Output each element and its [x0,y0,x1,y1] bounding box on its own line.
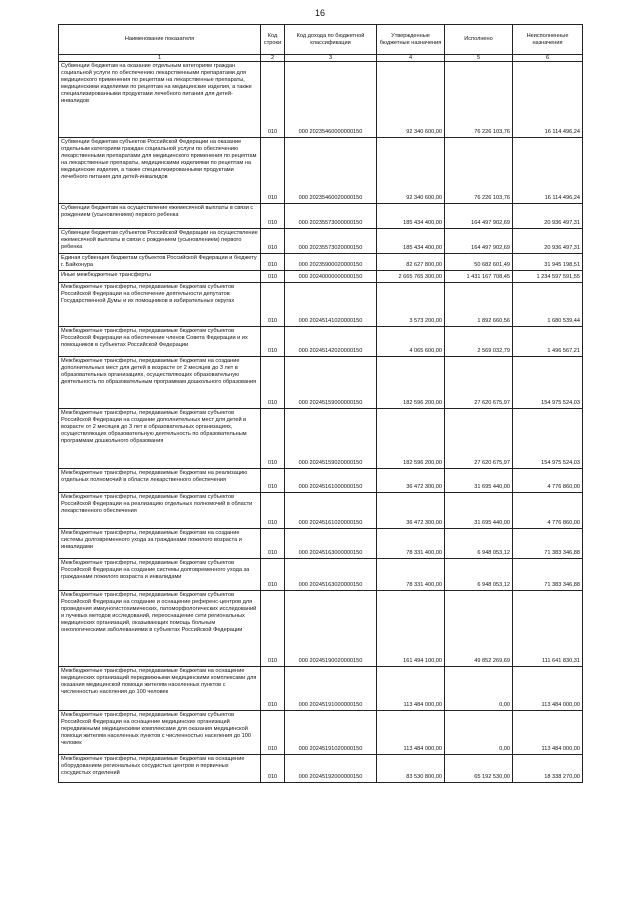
row-income-code: 000 20245190020000150 [285,591,377,667]
row-approved: 92 340 600,00 [377,62,445,138]
row-unexecuted: 111 641 830,31 [513,591,583,667]
row-income-code: 000 20235573020000150 [285,229,377,254]
table-row [59,283,583,327]
row-income-code: 000 20245161000000150 [285,469,377,493]
table-row [59,591,583,667]
table-row [59,529,583,559]
row-approved: 82 627 800,00 [377,254,445,271]
row-unexecuted: 113 484 000,00 [513,711,583,755]
row-executed: 164 497 902,69 [445,229,513,254]
row-name: Межбюджетные трансферты, передаваемые бюджетам субъектов Российской Федерации на создание дополнительных мест для детей в возрасте от 2 месяцев до 3 лет в образовательных организациях, осуществляющих образовательную деятельность по образовательным программам дошкольного образования [59,409,261,469]
row-unexecuted: 20 936 497,31 [513,204,583,229]
column-number: 5 [445,55,513,62]
row-name: Межбюджетные трансферты, передаваемые бюджетам субъектов Российской Федерации на оснащение медицинских организаций передвижными медицинскими комплексами для оказания медицинской помощи жителям населенных пунктов с численностью населения до 100 человек [59,711,261,755]
column-number: 2 [261,55,285,62]
row-unexecuted: 71 383 346,88 [513,529,583,559]
row-approved: 113 484 000,00 [377,667,445,711]
row-income-code: 000 20245192000000150 [285,755,377,783]
row-unexecuted: 4 776 860,00 [513,469,583,493]
row-name: Иные межбюджетные трансферты [59,271,261,283]
row-executed: 31 695 440,00 [445,469,513,493]
row-income-code: 000 20235460000000150 [285,62,377,138]
table-row [59,409,583,469]
row-executed: 0,00 [445,667,513,711]
row-name: Субвенции бюджетам на оказание отдельным категориям граждан социальной услуги по обеспечению лекарственными препаратами для медицинского применения по рецептам на лекарственные препараты, медицинскими изделиями по рецептам на медицинские изделия, а также специализированными продуктами лечебного питания для детей-инвалидов [59,62,261,138]
row-name: Межбюджетные трансферты, передаваемые бюджетам субъектов Российской Федерации на обеспечение деятельности депутатов Государственной Думы и их помощников в избирательных округах [59,283,261,327]
row-approved: 185 434 400,00 [377,204,445,229]
row-name: Субвенции бюджетам субъектов Российской Федерации на осуществление ежемесячной выплаты в связи с рождением (усыновлением) первого ребенка [59,229,261,254]
row-executed: 31 695 440,00 [445,493,513,529]
row-unexecuted: 4 776 860,00 [513,493,583,529]
row-executed: 27 620 675,97 [445,357,513,409]
budget-execution-table [58,24,583,783]
row-executed: 50 682 601,49 [445,254,513,271]
page-number: 16 [314,8,325,18]
row-line-code: 010 [261,357,285,409]
column-number: 4 [377,55,445,62]
row-income-code: 000 20235573000000150 [285,204,377,229]
row-line-code: 010 [261,559,285,591]
table-row [59,559,583,591]
table-row [59,271,583,283]
table-row [59,357,583,409]
row-unexecuted: 1 496 567,21 [513,327,583,357]
table-body [59,62,583,783]
row-approved: 2 665 765 300,00 [377,271,445,283]
row-unexecuted: 16 114 496,24 [513,62,583,138]
row-executed: 49 852 269,69 [445,591,513,667]
row-name: Межбюджетные трансферты, передаваемые бюджетам субъектов Российской Федерации на создание системы долговременного ухода за гражданами пожилого возраста и инвалидами [59,559,261,591]
row-approved: 92 340 600,00 [377,138,445,204]
row-name: Межбюджетные трансферты, передаваемые бюджетам на оснащение оборудованием региональных сосудистых центров и первичных сосудистых отделений [59,755,261,783]
row-line-code: 010 [261,493,285,529]
column-number-row [59,55,583,62]
row-executed: 0,00 [445,711,513,755]
row-approved: 3 573 200,00 [377,283,445,327]
row-unexecuted: 154 975 524,03 [513,409,583,469]
row-name: Субвенции бюджетам субъектов Российской Федерации на оказание отдельным категориям граждан социальной услуги по обеспечению лекарственными препаратами для медицинского применения по рецептам на лекарственные препараты, медицинскими изделиями по рецептам на медицинские изделия, а также специализированными продуктами лечебного питания для детей-инвалидов [59,138,261,204]
row-name: Межбюджетные трансферты, передаваемые бюджетам субъектов Российской Федерации на реализацию отдельных полномочий в области лекарственного обеспечения [59,493,261,529]
row-approved: 182 596 200,00 [377,409,445,469]
row-executed: 76 226 103,76 [445,62,513,138]
row-executed: 1 892 660,56 [445,283,513,327]
row-name: Единая субвенция бюджетам субъектов Российской Федерации и бюджету г. Байконура [59,254,261,271]
row-executed: 1 431 167 708,45 [445,271,513,283]
row-approved: 78 331 400,00 [377,559,445,591]
header-executed: Исполнено [445,25,513,55]
row-executed: 2 569 032,79 [445,327,513,357]
table-header-row [59,25,583,55]
row-income-code: 000 20245159000000150 [285,357,377,409]
table-row [59,711,583,755]
row-line-code: 010 [261,711,285,755]
row-name: Межбюджетные трансферты, передаваемые бюджетам субъектов Российской Федерации на создание и оснащение референс-центров для проведения иммуногистохимических, патоморфологических исследований и лучевых методов исследований, переоснащение сети региональных медицинских организаций, оказывающих помощь больным онкологическими заболеваниями в субъектах Российской Федерации [59,591,261,667]
row-line-code: 010 [261,271,285,283]
row-line-code: 010 [261,529,285,559]
row-income-code: 000 20235460020000150 [285,138,377,204]
row-approved: 36 472 300,00 [377,493,445,529]
row-unexecuted: 1 234 597 591,55 [513,271,583,283]
row-line-code: 010 [261,254,285,271]
row-line-code: 010 [261,667,285,711]
row-income-code: 000 20245191020000150 [285,711,377,755]
table-row [59,254,583,271]
row-line-code: 010 [261,62,285,138]
column-number: 6 [513,55,583,62]
table-row [59,755,583,783]
row-line-code: 010 [261,591,285,667]
row-approved: 113 484 000,00 [377,711,445,755]
row-approved: 182 596 200,00 [377,357,445,409]
row-income-code: 000 20245159020000150 [285,409,377,469]
row-income-code: 000 20245163000000150 [285,529,377,559]
row-approved: 185 434 400,00 [377,229,445,254]
row-line-code: 010 [261,138,285,204]
row-income-code: 000 20240000000000150 [285,271,377,283]
table-row [59,327,583,357]
row-income-code: 000 20235900020000150 [285,254,377,271]
table-row [59,493,583,529]
row-unexecuted: 1 680 539,44 [513,283,583,327]
row-line-code: 010 [261,409,285,469]
row-executed: 164 497 902,69 [445,204,513,229]
row-line-code: 010 [261,283,285,327]
row-approved: 36 472 300,00 [377,469,445,493]
table-row [59,469,583,493]
row-name: Межбюджетные трансферты, передаваемые бюджетам на реализацию отдельных полномочий в области лекарственного обеспечения [59,469,261,493]
row-executed: 76 226 103,76 [445,138,513,204]
row-line-code: 010 [261,204,285,229]
header-income-code: Код дохода по бюджетной классификации [285,25,377,55]
row-name: Межбюджетные трансферты, передаваемые бюджетам на создание системы долговременного ухода за гражданами пожилого возраста и инвалидами [59,529,261,559]
column-number: 1 [59,55,261,62]
header-approved: Утвержденные бюджетные назначения [377,25,445,55]
row-income-code: 000 20245191000000150 [285,667,377,711]
row-approved: 83 530 800,00 [377,755,445,783]
header-indicator-name: Наименование показателя [59,25,261,55]
row-executed: 6 948 053,12 [445,529,513,559]
header-line-code: Код строки [261,25,285,55]
row-income-code: 000 20245142020000150 [285,327,377,357]
row-unexecuted: 113 484 000,00 [513,667,583,711]
row-approved: 4 065 600,00 [377,327,445,357]
row-income-code: 000 20245161020000150 [285,493,377,529]
row-unexecuted: 154 975 524,03 [513,357,583,409]
row-executed: 6 948 053,12 [445,559,513,591]
table-row [59,204,583,229]
row-line-code: 010 [261,327,285,357]
row-approved: 78 331 400,00 [377,529,445,559]
header-unexecuted: Неисполненные назначения [513,25,583,55]
row-executed: 27 620 675,97 [445,409,513,469]
row-line-code: 010 [261,469,285,493]
row-line-code: 010 [261,229,285,254]
row-approved: 161 494 100,00 [377,591,445,667]
row-unexecuted: 20 936 497,31 [513,229,583,254]
row-unexecuted: 31 945 198,51 [513,254,583,271]
row-income-code: 000 20245163020000150 [285,559,377,591]
row-name: Межбюджетные трансферты, передаваемые бюджетам субъектов Российской Федерации на обеспечение членов Совета Федерации и их помощников в субъектах Российской Федерации [59,327,261,357]
row-income-code: 000 20245141020000150 [285,283,377,327]
table-row [59,667,583,711]
row-unexecuted: 16 114 496,24 [513,138,583,204]
row-unexecuted: 18 338 270,00 [513,755,583,783]
row-name: Межбюджетные трансферты, передаваемые бюджетам на оснащение медицинских организаций передвижными медицинскими комплексами для оказания медицинской помощи жителям населенных пунктов с численностью населения до 100 человек [59,667,261,711]
row-name: Субвенции бюджетам на осуществление ежемесячной выплаты в связи с рождением (усыновлением) первого ребенка [59,204,261,229]
table-row [59,62,583,138]
column-number: 3 [285,55,377,62]
row-unexecuted: 71 383 346,88 [513,559,583,591]
row-name: Межбюджетные трансферты, передаваемые бюджетам на создание дополнительных мест для детей в возрасте от 2 месяцев до 3 лет в образовательных организациях, осуществляющих образовательную деятельность по образовательным программам дошкольного образования [59,357,261,409]
table-row [59,138,583,204]
row-executed: 65 192 530,00 [445,755,513,783]
table-row [59,229,583,254]
row-line-code: 010 [261,755,285,783]
